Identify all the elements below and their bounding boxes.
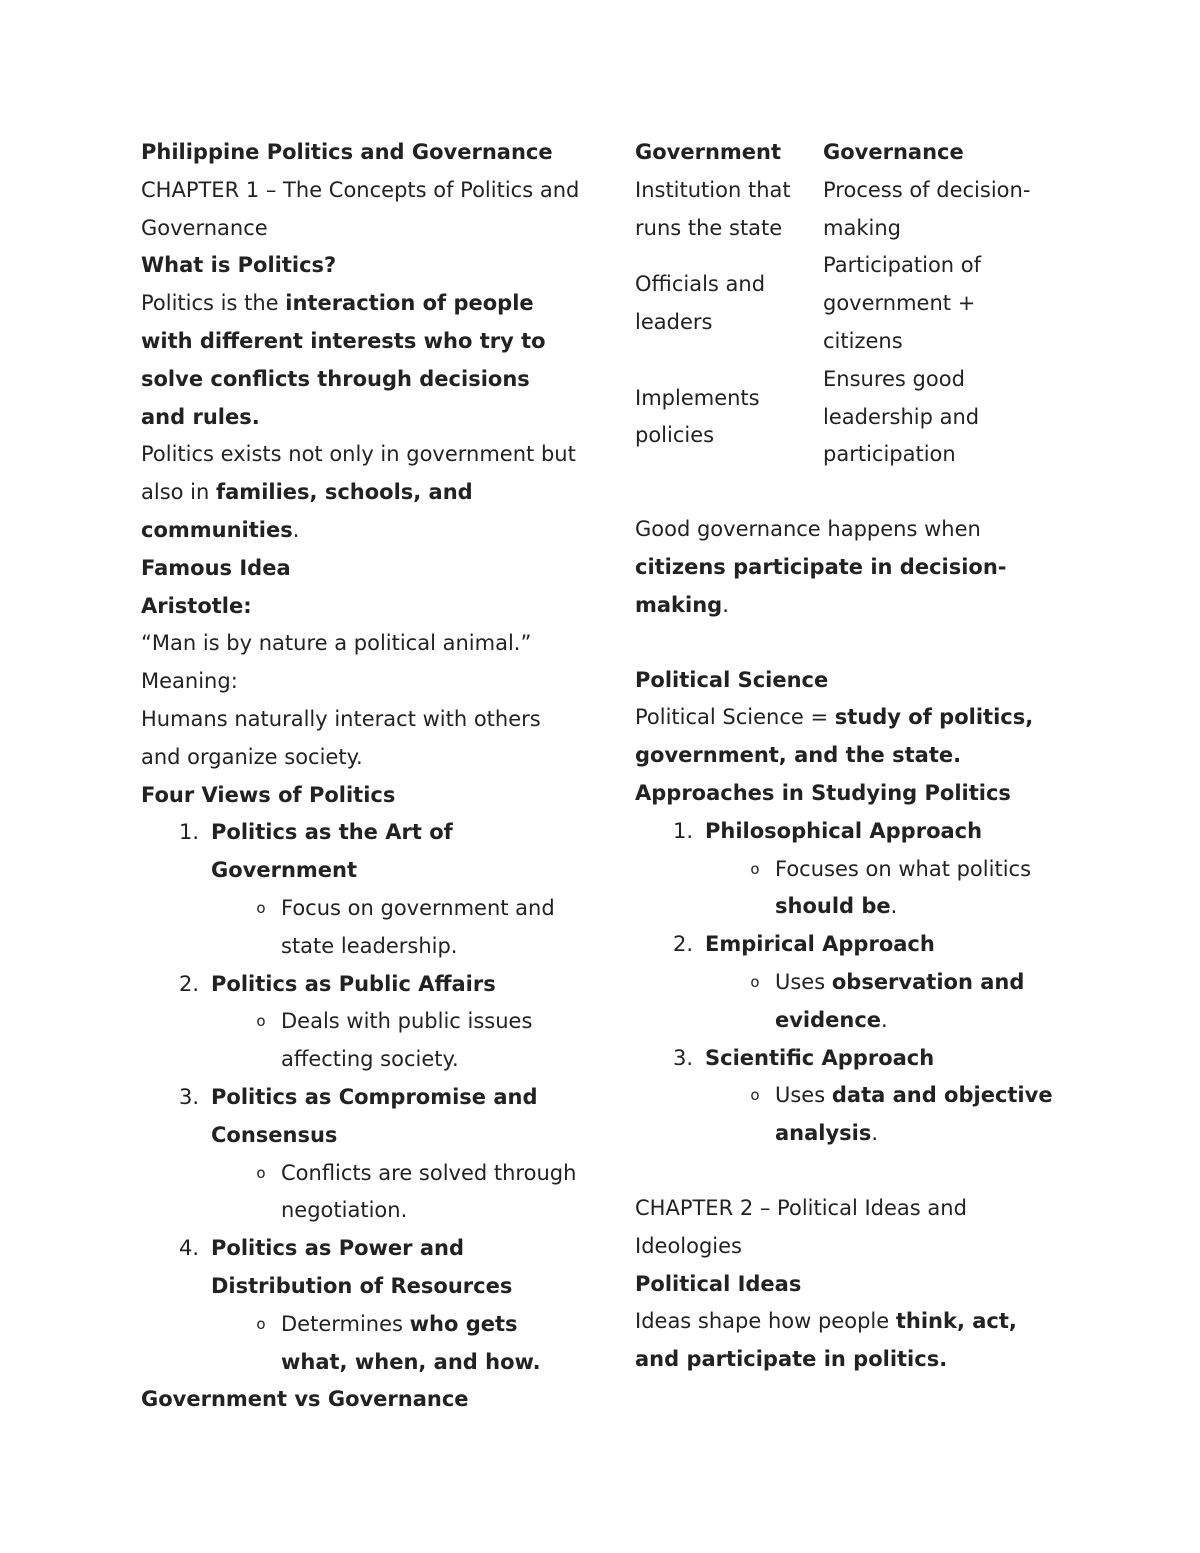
table-cell: Ensures good leadership and participation [823,366,980,467]
table-header: Governance [823,140,964,164]
sub-bullet: o Deals with public issues affecting society. [256,1009,533,1072]
good-governance-text: Good governance happens when citizens participate in decision-making. [635,517,1007,617]
aristotle-quote: “Man is by nature a political animal.” [141,631,532,656]
table-header: Government [635,140,782,164]
sub-bullet: o Conflicts are solved through negotiation. [256,1160,577,1223]
list-item: 1. Philosophical Approach [672,818,983,843]
views-list [141,814,581,1381]
sub-bullet: o Determines who gets what, when, and how. [256,1311,541,1374]
list-item: 3. Scientific Approach [672,1045,935,1070]
meaning-text: Humans naturally interact with others and organize society. [141,706,541,769]
four-views-heading: Four Views of Politics [141,782,396,807]
meaning-label: Meaning: [141,669,238,694]
government-governance-table [635,134,1065,474]
table-cell: Process of decision-making [823,177,1031,240]
sub-bullet: o Uses observation and evidence. [750,969,1025,1032]
list-item: 3. Politics as Compromise and Consensus [178,1084,538,1147]
politics-definition: Politics is the interaction of people with different interests who try to solve conflicts through decisions and rules. [141,291,546,429]
politics-exists-text: Politics exists not only in government but also in families, schools, and communities. [141,442,576,542]
sub-bullet: o Uses data and objective analysis. [750,1083,1053,1146]
list-item: 2. Politics as Public Affairs [178,971,496,996]
table-cell: Officials and leaders [635,272,766,335]
gov-vs-governance-heading: Government vs Governance [141,1387,469,1412]
political-science-heading: Political Science [635,667,829,692]
approaches-heading: Approaches in Studying Politics [635,780,1011,805]
table-cell: Participation of government + citizens [823,253,982,353]
list-item: 1. Politics as the Art of Government [178,820,453,883]
list-item: 4. Politics as Power and Distribution of Resources [178,1236,513,1298]
table-cell: Implements policies [635,385,760,448]
political-ideas-text: Ideas shape how people think, act, and participate in politics. [635,1309,1017,1372]
left-column [141,134,581,1419]
chapter-1-heading: CHAPTER 1 – The Concepts of Politics and Governance [141,177,580,240]
chapter-2-heading: CHAPTER 2 – Political Ideas and Ideologies [635,1195,967,1258]
list-item: 2. Empirical Approach [672,932,935,957]
approaches-list [635,813,1065,1153]
right-column [635,134,1065,1379]
aristotle-label: Aristotle: [141,593,252,618]
political-ideas-heading: Political Ideas [635,1271,802,1296]
sub-bullet: o Focus on government and state leadership. [256,895,555,958]
table-cell: Institution that runs the state [635,177,791,240]
political-science-definition: Political Science = study of politics, government, and the state. [635,705,1034,768]
what-is-politics-heading: What is Politics? [141,253,337,278]
sub-bullet: o Focuses on what politics should be. [750,856,1032,919]
document-title: Philippine Politics and Governance [141,140,553,164]
famous-idea-heading: Famous Idea [141,555,291,580]
